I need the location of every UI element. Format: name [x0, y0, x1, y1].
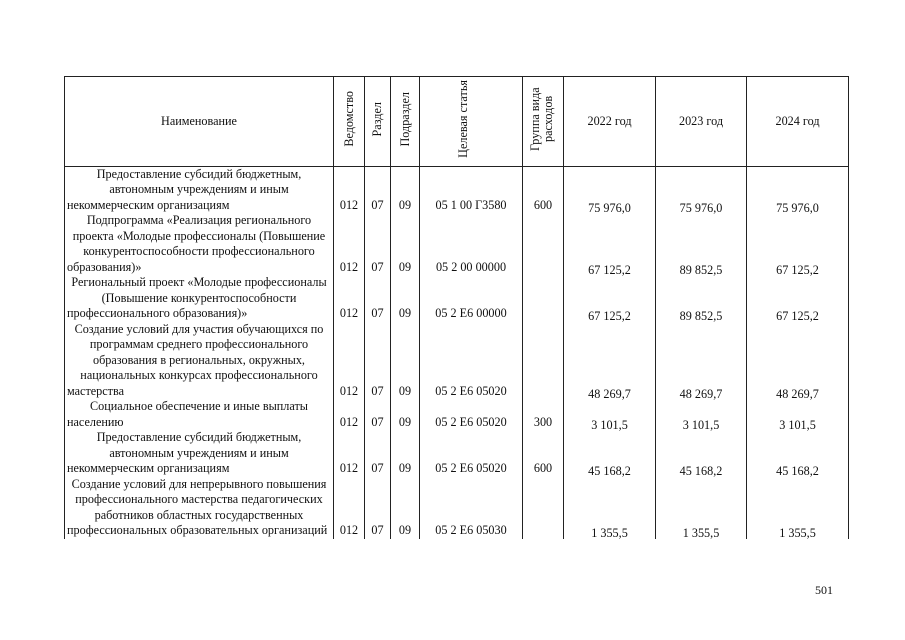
header-subsection: Подраздел — [391, 77, 420, 167]
table-row — [65, 275, 849, 322]
row-target-article: 05 2 00 00000 — [420, 213, 523, 275]
row-value-2023: 89 852,5 — [656, 213, 747, 275]
row-value-2024: 48 269,7 — [747, 322, 849, 400]
row-subsection: 09 — [391, 477, 420, 539]
row-value-2022: 1 355,5 — [564, 477, 656, 539]
row-value-2023: 3 101,5 — [656, 399, 747, 430]
row-value-2023: 45 168,2 — [656, 430, 747, 477]
header-section: Раздел — [365, 77, 391, 167]
row-section: 07 — [365, 275, 391, 322]
row-expense-group — [523, 275, 564, 322]
header-expense-group: Группа вида расходов — [523, 77, 564, 167]
row-subsection: 09 — [391, 213, 420, 275]
row-name: Предоставление субсидий бюджетным, автономным учреждениям и иным некоммерческим организациям — [65, 430, 334, 477]
table-row — [65, 430, 849, 477]
header-department: Ведомство — [334, 77, 365, 167]
row-section: 07 — [365, 166, 391, 213]
row-department: 012 — [334, 166, 365, 213]
row-value-2024: 45 168,2 — [747, 430, 849, 477]
row-department: 012 — [334, 399, 365, 430]
row-expense-group — [523, 322, 564, 400]
row-target-article: 05 2 Е6 00000 — [420, 275, 523, 322]
row-section: 07 — [365, 213, 391, 275]
row-target-article: 05 2 Е6 05020 — [420, 399, 523, 430]
row-name: Создание условий для участия обучающихся по программам среднего профессионального образования в региональных, окружных, национальных конкурсах профессионального мастерства — [65, 322, 334, 400]
row-value-2024: 67 125,2 — [747, 213, 849, 275]
row-value-2024: 67 125,2 — [747, 275, 849, 322]
row-value-2024: 1 355,5 — [747, 477, 849, 539]
row-value-2024: 3 101,5 — [747, 399, 849, 430]
row-expense-group: 600 — [523, 430, 564, 477]
row-target-article: 05 2 Е6 05030 — [420, 477, 523, 539]
row-department: 012 — [334, 322, 365, 400]
row-value-2022: 75 976,0 — [564, 166, 656, 213]
budget-table — [64, 76, 849, 539]
table-row — [65, 399, 849, 430]
row-value-2023: 75 976,0 — [656, 166, 747, 213]
row-name: Предоставление субсидий бюджетным, автономным учреждениям и иным некоммерческим организациям — [65, 166, 334, 213]
row-subsection: 09 — [391, 430, 420, 477]
header-year-2023: 2023 год — [656, 77, 747, 167]
row-expense-group — [523, 477, 564, 539]
row-expense-group — [523, 213, 564, 275]
row-department: 012 — [334, 430, 365, 477]
row-name: Региональный проект «Молодые профессионалы (Повышение конкурентоспособности профессионального образования)» — [65, 275, 334, 322]
table-row — [65, 477, 849, 539]
table-row — [65, 322, 849, 400]
row-subsection: 09 — [391, 275, 420, 322]
row-value-2022: 67 125,2 — [564, 213, 656, 275]
row-name: Социальное обеспечение и иные выплаты населению — [65, 399, 334, 430]
row-target-article: 05 1 00 Г3580 — [420, 166, 523, 213]
header-year-2022: 2022 год — [564, 77, 656, 167]
row-value-2023: 89 852,5 — [656, 275, 747, 322]
header-year-2024: 2024 год — [747, 77, 849, 167]
row-target-article: 05 2 Е6 05020 — [420, 322, 523, 400]
header-name: Наименование — [65, 77, 334, 167]
row-value-2023: 1 355,5 — [656, 477, 747, 539]
row-department: 012 — [334, 477, 365, 539]
row-value-2024: 75 976,0 — [747, 166, 849, 213]
table-row — [65, 213, 849, 275]
row-name: Создание условий для непрерывного повышения профессионального мастерства педагогических работников областных государственных профессиональных образовательных организаций — [65, 477, 334, 539]
row-section: 07 — [365, 399, 391, 430]
row-section: 07 — [365, 322, 391, 400]
row-section: 07 — [365, 430, 391, 477]
row-value-2022: 48 269,7 — [564, 322, 656, 400]
row-name: Подпрограмма «Реализация регионального проекта «Молодые профессионалы (Повышение конкурентоспособности профессионального образования)» — [65, 213, 334, 275]
row-section: 07 — [365, 477, 391, 539]
table-row — [65, 166, 849, 213]
page-number: 501 — [815, 583, 833, 597]
row-department: 012 — [334, 275, 365, 322]
table-header-row — [65, 77, 849, 167]
row-department: 012 — [334, 213, 365, 275]
row-subsection: 09 — [391, 322, 420, 400]
header-target-article: Целевая статья — [420, 77, 523, 167]
row-subsection: 09 — [391, 166, 420, 213]
row-value-2022: 45 168,2 — [564, 430, 656, 477]
row-target-article: 05 2 Е6 05020 — [420, 430, 523, 477]
row-value-2022: 3 101,5 — [564, 399, 656, 430]
row-subsection: 09 — [391, 399, 420, 430]
row-value-2023: 48 269,7 — [656, 322, 747, 400]
row-expense-group: 300 — [523, 399, 564, 430]
row-expense-group: 600 — [523, 166, 564, 213]
row-value-2022: 67 125,2 — [564, 275, 656, 322]
